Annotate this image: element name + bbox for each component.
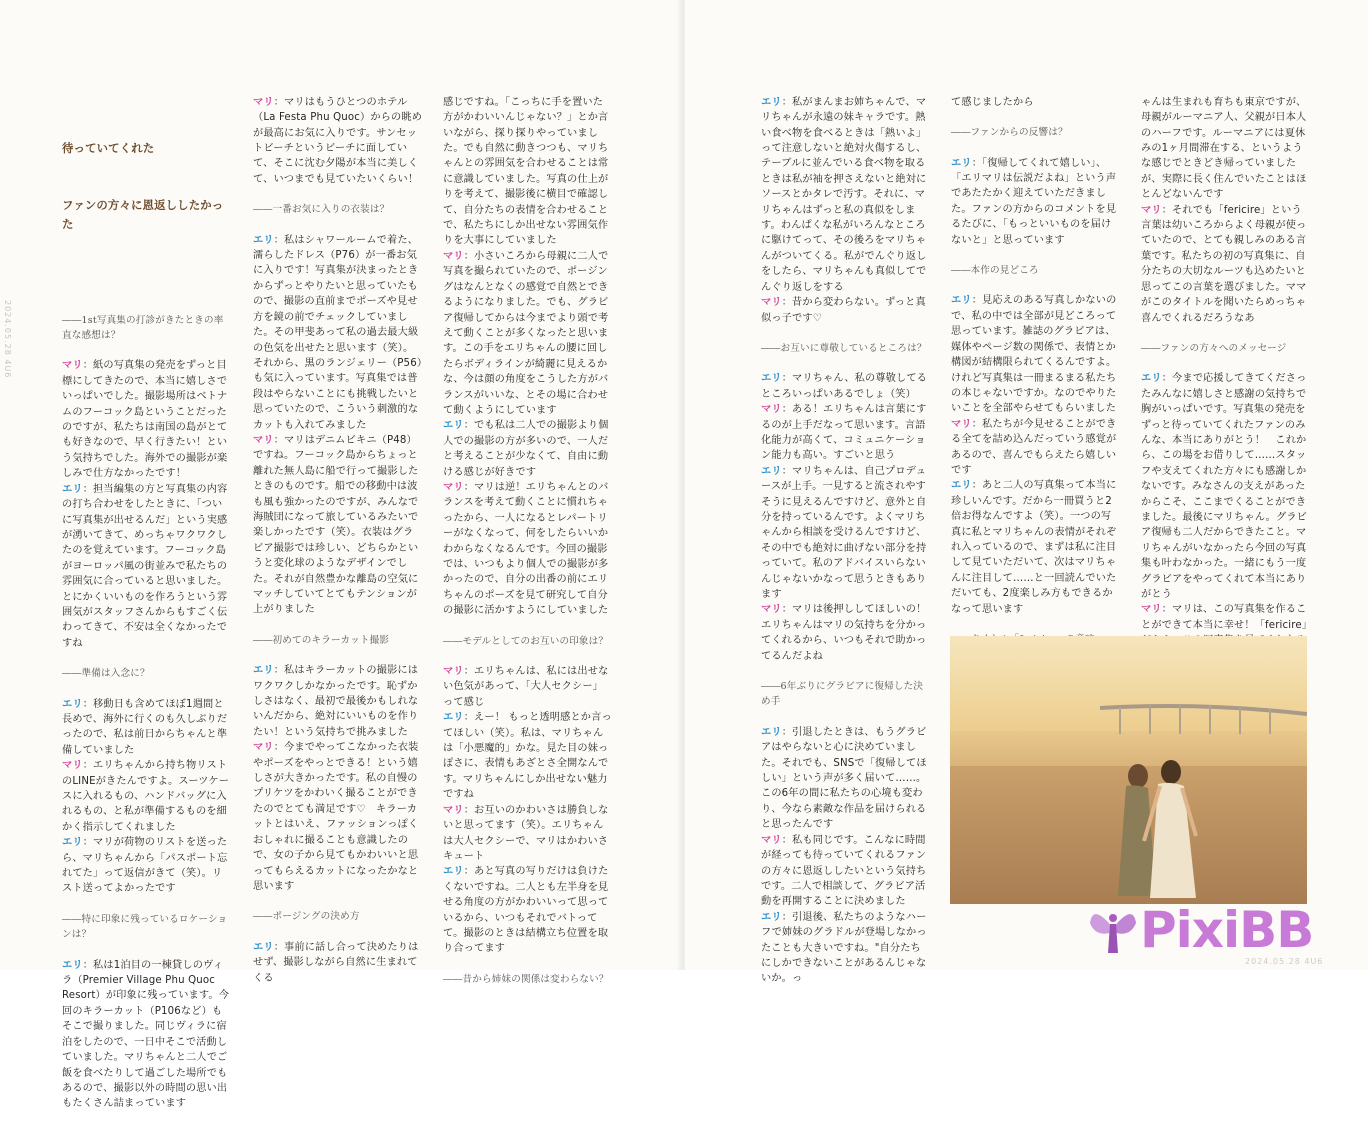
interview-question: ――モデルとしてのお互いの印象は？	[443, 635, 609, 647]
left-page	[0, 0, 683, 1110]
answer-text: ：引退したときは、もうグラビアはやらないと心に決めていました。それでも、SNSで「復帰してほしい」という声が多く届いて……。この6年の間に私たちの心境も変わり、今なら素敵な作品を届けられると思ったんです	[761, 726, 927, 831]
speaker-mari: マリ	[443, 804, 464, 816]
speaker-eri: エリ	[951, 295, 972, 307]
paragraph-gap	[761, 664, 931, 679]
paragraph-gap	[761, 326, 931, 341]
speaker-mari: マリ	[443, 250, 464, 262]
interview-answer	[951, 293, 1121, 416]
speaker-mari: マリ	[62, 760, 83, 772]
watermark	[1088, 898, 1358, 962]
column-body	[443, 95, 613, 987]
speaker-eri: エリ	[1141, 373, 1162, 385]
speaker-eri: エリ	[443, 420, 464, 432]
interview-answer	[761, 464, 931, 603]
column-body	[1141, 95, 1311, 710]
speaker-eri: エリ	[253, 665, 274, 677]
paragraph-gap	[62, 943, 232, 958]
paragraph-gap	[253, 218, 423, 233]
interview-answer	[443, 664, 613, 710]
interview-answer	[253, 95, 423, 187]
paragraph-gap	[443, 649, 613, 664]
answer-text: ：私も同じです。こんなに時間が経っても待っていてくれるファンの方々に恩返ししたいという気持ちです。二人で相談して、グラビア活動を再開することに決めました	[761, 834, 927, 908]
paragraph-gap	[951, 110, 1121, 125]
answer-text: ：引退後、私たちのようなハーフで姉妹のグラドルが登場しなかったことも大きいですね。"自分たちにしかできないことがあるんじゃないか。っ	[761, 911, 927, 985]
interview-answer	[253, 740, 423, 894]
headline-line-1: 待っていてくれた	[62, 140, 155, 155]
interview-answer	[951, 95, 1121, 110]
speaker-eri: エリ	[761, 465, 782, 477]
speaker-eri: エリ	[761, 726, 782, 738]
paragraph-gap	[761, 356, 931, 371]
interview-answer	[1141, 371, 1311, 602]
interview-answer	[62, 482, 232, 651]
interview-answer	[253, 433, 423, 618]
answer-text: ：私がまんまお姉ちゃんで、マリちゃんが永遠の妹キャラです。熱い食べ物を食べるときは「熱いよ」って注意しないと絶対火傷するし、テーブルに並んでいる食べ物を取るときは私が袖を押さえないと絶対にソースとかタレで汚す。それに、マリちゃんはずっと私の真似をします。わんぱくな私がいろんなところに駆けてって、その後ろをマリちゃんがついてくる。私がでんぐり返しをしたら、マリちゃんも真似してでんぐり返しをする	[761, 96, 927, 293]
interview-answer	[443, 710, 613, 802]
answer-text: ：マリはもうひとつのホテル（La Festa Phu Quoc）からの眺めが最高にお気に入りです。サンセットビーチというビーチに面していて、そこに沈む夕陽が本当に美しくて、いつまでも見ていたいくらい！	[253, 96, 423, 185]
interview-answer	[1141, 203, 1311, 326]
interview-question: ――準備は入念に？	[62, 668, 150, 680]
bottom-print-mark: 2024.05.28 4U6	[1245, 957, 1324, 966]
speaker-mari: マリ	[761, 297, 782, 309]
paragraph-gap	[1141, 326, 1311, 341]
interview-answer	[761, 602, 931, 664]
speaker-eri: エリ	[761, 96, 782, 108]
interview-answer	[62, 758, 232, 835]
interview-question: ――6年ぶりにグラビアに復帰した決め手	[761, 681, 924, 708]
interview-answer	[761, 402, 931, 464]
column-body	[62, 313, 232, 1112]
speaker-mari: マリ	[761, 404, 782, 416]
interview-answer	[951, 417, 1121, 479]
answer-text: ：マリちゃん、私の尊敬してるところいっぱいあるでしょ（笑）	[761, 373, 928, 400]
interview-answer	[443, 249, 613, 418]
answer-text: ：担当編集の方と写真集の内容の打ち合わせをしたときに、「ついに写真集が出せるんだ」という実感が湧いてきて、めっちゃワクワクしたのを覚えています。フーコック島がヨーロッパ風の街並みで私たちの雰囲気に合っていると思いました。とにかくいいものを作ろうという雰囲気がスタッフさんからもすごく伝わってきて、不安は全くなかったですね	[62, 483, 228, 649]
interview-answer	[951, 478, 1121, 617]
paragraph-gap	[62, 897, 232, 912]
answer-text: ：私はシャワールームで着た、濡らしたドレス（P76）が一番お気に入りです！写真集が決まったときからずっとやりたいと思っていたもので、撮影の直前までポーズや見せ方を鏡の前でチェックしていました。その甲斐あって私の過去最大級の色気を出せたと思います（笑）。それから、黒のランジェリー（P56）も気に入っています。写真集では普段はやらないことにも挑戦したいと思っていたので、こういう刺激的なカットも入れてみました	[253, 234, 423, 431]
speaker-eri: エリ	[62, 837, 83, 849]
interview-question: ――ファンからの反響は？	[951, 127, 1068, 139]
answer-text: ：紙の写真集の発売をずっと目標にしてきたので、本当に嬉しさでいっぱいでした。撮影場所はベトナムのフーコック島ということだったのですが、私たちは南国の島がとても好きなので、早く行きたい！という気持ちでした。海外での撮影が楽しみで仕方なかったです！	[62, 360, 228, 480]
interview-answer	[62, 835, 232, 897]
speaker-mari: マリ	[761, 604, 782, 616]
speaker-mari: マリ	[443, 666, 464, 678]
answer-text: ：エリちゃんから持ち物リストのLINEがきたんですよ。スーツケースに入れるもの、ハンドバッグに入れるもの、と私が準備するものを細かく指示してくれました	[62, 760, 230, 833]
beach-photo-image	[950, 636, 1307, 904]
interview-question: ――本作の見どころ	[951, 265, 1039, 277]
left-column-3	[443, 64, 613, 1018]
column-body	[951, 95, 1121, 694]
interview-question: ――一番お気に入りの衣装は？	[253, 204, 390, 216]
interview-answer	[443, 480, 613, 619]
interview-answer	[761, 371, 931, 402]
paragraph-gap	[253, 648, 423, 663]
interview-question: ――特に印象に残っているロケーションは？	[62, 913, 228, 941]
right-column-2	[951, 64, 1121, 724]
answer-text: ：今まで応援してきてくださったみんなに嬉しさと感謝の気持ちで胸がいっぱいです。写真集の発売をずっと待っていてくれたファンのみんな、本当にありがとう！ これから、この場をお借りして……スタッフや支えてくれた方々にも感謝しかないです。みなさんの支えがあったからこそ、ここまでくることができました。最後にマリちゃん。グラビア復帰も二人だからできたこと。マリちゃんがいなかったら今回の写真集も叶わなかった。一緒にもう一度グラビアをやってくれて本当にありがとう	[1141, 373, 1308, 600]
answer-text: ：それでも「fericire」という言葉は幼いころからよく母親が使っていたので、とても親しみのある言葉です。私たちの初の写真集に、自分たちの大切なルーツも込めたいと思ってこの言葉を選びました。ママがこのタイトルを聞いたらめっちゃ喜んでくれるだろうなあ	[1141, 204, 1307, 324]
answer-text: て感じましたから	[951, 96, 1034, 108]
answer-text: ：「復帰してくれて嬉しい」、「エリマリは伝説だよね」という声であたたかく迎えていただきました。ファンの方からのコメントを見るたびに、「もっといいものを届けないと」と思っています	[951, 157, 1117, 246]
paragraph-gap	[253, 925, 423, 940]
paragraph-gap	[761, 710, 931, 725]
answer-text: ：マリが荷物のリストを送ったら、マリちゃんから「パスポート忘れてた」って返信がきて（笑）。リスト送ってよかったです	[62, 837, 228, 895]
interview-answer	[253, 233, 423, 433]
side-print-mark: 2024.05.28 4U6	[3, 300, 12, 379]
answer-text: ：エリちゃんは、私には出せない色気があって、「大人セクシー」って感じ	[443, 666, 609, 708]
interview-answer	[761, 910, 931, 987]
speaker-eri: エリ	[443, 866, 464, 878]
interview-answer	[253, 940, 423, 986]
speaker-eri: エリ	[62, 483, 83, 495]
answer-text: ：昔から変わらない。ずっと真似っ子です♡	[761, 297, 926, 324]
answer-text: ゃんは生まれも育ちも東京ですが、母親がルーマニア人、父親が日本人のハーフです。ルーマニアには夏休みの1ヶ月間滞在する、というような感じでときどき帰っていましたが、実際に長く住んでいたことはほとんどないんです	[1141, 96, 1307, 201]
speaker-eri: エリ	[62, 959, 83, 971]
beach-photo	[950, 636, 1307, 904]
interview-answer	[761, 295, 931, 326]
interview-answer	[951, 156, 1121, 248]
answer-text: ：お互いのかわいさは勝負しないと思ってます（笑）。エリちゃんは大人セクシーで、マリはかわいさキュート	[443, 804, 609, 862]
paragraph-gap	[62, 682, 232, 697]
paragraph-gap	[253, 187, 423, 202]
speaker-eri: エリ	[253, 234, 274, 246]
answer-text: ：小さいころから母親に二人で写真を撮られていたので、ポージングはなんとなくの感覚で自然とできるようになりました。でも、グラビア復帰してからは今までより頭で考えて動くことが多くなったと思います。この手をエリちゃんの腰に回したらボディラインが綺麗に見えるかな、今は顔の角度をこうした方がバランスがいいな、とその場に合わせて動くようにしています	[443, 250, 609, 416]
interview-answer	[62, 358, 232, 481]
speaker-mari: マリ	[1141, 204, 1162, 216]
paragraph-gap	[951, 278, 1121, 293]
speaker-eri: エリ	[62, 698, 83, 710]
answer-text: ：私たちが今見せることができる全てを詰め込んだっていう感覚があるので、喜んでもらえたら嬉しいです	[951, 418, 1117, 476]
speaker-eri: エリ	[761, 373, 782, 385]
speaker-mari: マリ	[951, 418, 972, 430]
speaker-eri: エリ	[951, 480, 972, 492]
interview-question: ――昔から姉妹の関係は変わらない？	[443, 973, 609, 985]
fairy-icon	[1088, 898, 1138, 962]
speaker-eri: エリ	[443, 712, 464, 724]
interview-answer	[62, 697, 232, 759]
interview-answer	[443, 95, 613, 249]
answer-text: ：私はキラーカットの撮影にはワクワクしかなかったです。恥ずかしさはなく、最初で最後かもしれないんだから、絶対にいいものを作りたい！という気持ちで挑みました	[253, 665, 419, 738]
interview-answer	[761, 725, 931, 833]
speaker-eri: エリ	[951, 157, 972, 169]
paragraph-gap	[443, 619, 613, 634]
speaker-mari: マリ	[253, 434, 274, 446]
answer-text: ：マリはデニムビキニ（P48）ですね。フーコック島からちょっと離れた無人島に船で行って撮影したときのものです。船での移動中は波も風も強かったのですが、みんなで海賊団になって旅しているみたいで楽しかったです（笑）。衣装はグラビア撮影では珍しい、どちらかというと変化球のようなデザインでした。それが自然豊かな離島の空気にマッチしていてとてもテンションが上がりました	[253, 434, 419, 616]
answer-text: ：移動日も含めてほぼ1週間と長めで、海外に行くのも久しぶりだったので、私は前日からちゃんと準備していました	[62, 698, 228, 756]
interview-answer	[761, 95, 931, 295]
answer-text: ：マリは、この写真集を作ることができて本当に幸せ！「fericire」	[1141, 604, 1308, 631]
answer-text: ：私は1泊目の一棟貸しのヴィラ（Premier Village Phu Quoc Resort）が印象に残っています。今回のキラーカット（P106など）もそこで撮りました。同じヴィラに宿泊をしたので、一日中そこで活動していました。マリちゃんと二人でご飯を食べたりして過ごした場所でもあるので、撮影以外の時間の思い出もたくさん詰まっています	[62, 959, 230, 1110]
answer-text: ：ある！エリちゃんは言葉にするのが上手だなって思います。言語化能力が高くて、コミュニケーション能力も高い。すごいと思う	[761, 404, 927, 462]
interview-question: ――ポージングの決め方	[253, 911, 360, 923]
answer-text: ：見応えのある写真しかないので、私の中では全部が見どころって思っています。雑誌のグラビアは、媒体やページ数の関係で、表情とか構図が結構限られてくるんですよ。けれど写真集は一冊まるまる私たちの本じゃないですか。なのでやりたいことを全部やらせてもらいました	[951, 295, 1117, 415]
answer-text: ：今までやってこなかった衣装やポーズをやっとできる！という嬉しさが大きかったです。私の自慢のプリケツをかわいく撮ることができたのでとても満足です♡ キラーカットとはいえ、ファッションっぽくおしゃれに撮ることも意識したので、女の子から見てもかわいいと思ってもらえるカットになったかなと思います	[253, 742, 419, 892]
answer-text: ：事前に話し合って決めたりはせず、撮影しながら自然に生まれてくる	[253, 941, 419, 984]
answer-text: ：あと写真の写りだけは負けたくないですね。二人とも左半身を見せる角度の方がかわいいって思っているから、いつもそれでバトってて。撮影のときは結構立ち位置を取り合ってます	[443, 866, 609, 955]
interview-answer	[443, 803, 613, 865]
answer-text: ：でも私は二人での撮影より個人での撮影の方が多いので、一人だと考えることが少なくて、自由に動ける感じが好きです	[443, 420, 609, 478]
paragraph-gap	[951, 141, 1121, 156]
column-body	[253, 95, 423, 986]
paragraph-gap	[1141, 356, 1311, 371]
column-body	[761, 95, 931, 987]
speaker-mari: マリ	[62, 360, 83, 372]
interview-answer	[443, 864, 613, 956]
left-column-2	[253, 64, 423, 1017]
answer-text: ：あと二人の写真集って本当に珍しいんです。だから一冊買うと2倍お得なんですよ（笑）。一つの写真に私とマリちゃんの表情がそれぞれ入っているので、まずは私に注目して見ていただいて、次はマリちゃんに注目して……と一回読んでいただいても、2度楽しみ方もできるかなって思います	[951, 480, 1117, 615]
speaker-eri: エリ	[761, 911, 782, 923]
paragraph-gap	[62, 343, 232, 358]
answer-text: ：えー！ もっと透明感とか言ってほしい（笑）。私は、マリちゃんは「小悪魔的」かな。見た目の妹っぽさに、表情もあざとさ全開なんです。マリちゃんにしか出せない魅力ですね	[443, 712, 612, 801]
paragraph-gap	[253, 618, 423, 633]
interview-question: ――お互いに尊敬しているところは？	[761, 342, 927, 354]
answer-text: ：マリは後押ししてほしいの！エリちゃんはマリの気持ちを分かってくれるから、いつもそれで助かってるんだよね	[761, 604, 927, 662]
answer-text: ：マリちゃんは、自己プロデュースが上手。一見すると流されやすそうに見えるんですけど、意外と自分を持っているんです。よくマリちゃんから相談を受けるんですけど、その中でも絶対に曲げない部分を持っていて。私のアドバイスいらないんじゃないかなって思うときもあります	[761, 465, 927, 600]
paragraph-gap	[62, 651, 232, 666]
right-column-1	[761, 64, 931, 1018]
speaker-eri: エリ	[253, 941, 274, 953]
left-column-1	[62, 70, 232, 1143]
watermark-text: PixiBB	[1140, 901, 1314, 959]
answer-text: ：マリは逆！エリちゃんとのバランスを考えて動くことに慣れちゃったから、一人になるとレパートリーがなくなって、何をしたらいいかわからなくなるんです。今回の撮影では、いつもより個人での撮影が多かったので、自分の出番の前にエリちゃんのポーズを見て研究して自分の撮影に活かすようにしていました	[443, 481, 609, 617]
interview-answer	[62, 958, 232, 1112]
interview-answer	[761, 833, 931, 910]
interview-question: ――1st写真集の打診がきたときの率直な感想は？	[62, 314, 224, 342]
speaker-mari: マリ	[443, 481, 464, 493]
speaker-mari: マリ	[253, 742, 274, 754]
speaker-mari: マリ	[253, 96, 274, 108]
paragraph-gap	[951, 248, 1121, 263]
paragraph-gap	[253, 894, 423, 909]
interview-question: ――初めてのキラーカット撮影	[253, 634, 390, 646]
answer-text: 感じですね。「こっちに手を置いた方がかわいいんじゃない？」とか言いながら、探り探りやっていました。でも自然に動きつつも、マリちゃんとの雰囲気を合わせることは常に意識していました。写真の仕上がりを考えて、撮影後に横目で確認して、自分たちの表情を合わせることで、私たちにしか出せない雰囲気作りを大事にしていました	[443, 96, 609, 247]
paragraph-gap	[951, 617, 1121, 632]
headline-line-2: ファンの方々に恩返ししたかった	[62, 197, 224, 231]
speaker-mari: マリ	[1141, 604, 1162, 616]
interview-answer	[443, 418, 613, 480]
speaker-mari: マリ	[761, 834, 782, 846]
article-headline	[62, 101, 232, 272]
interview-answer	[253, 663, 423, 740]
interview-question: ――ファンの方々へのメッセージ	[1141, 342, 1287, 354]
interview-answer	[1141, 95, 1311, 203]
